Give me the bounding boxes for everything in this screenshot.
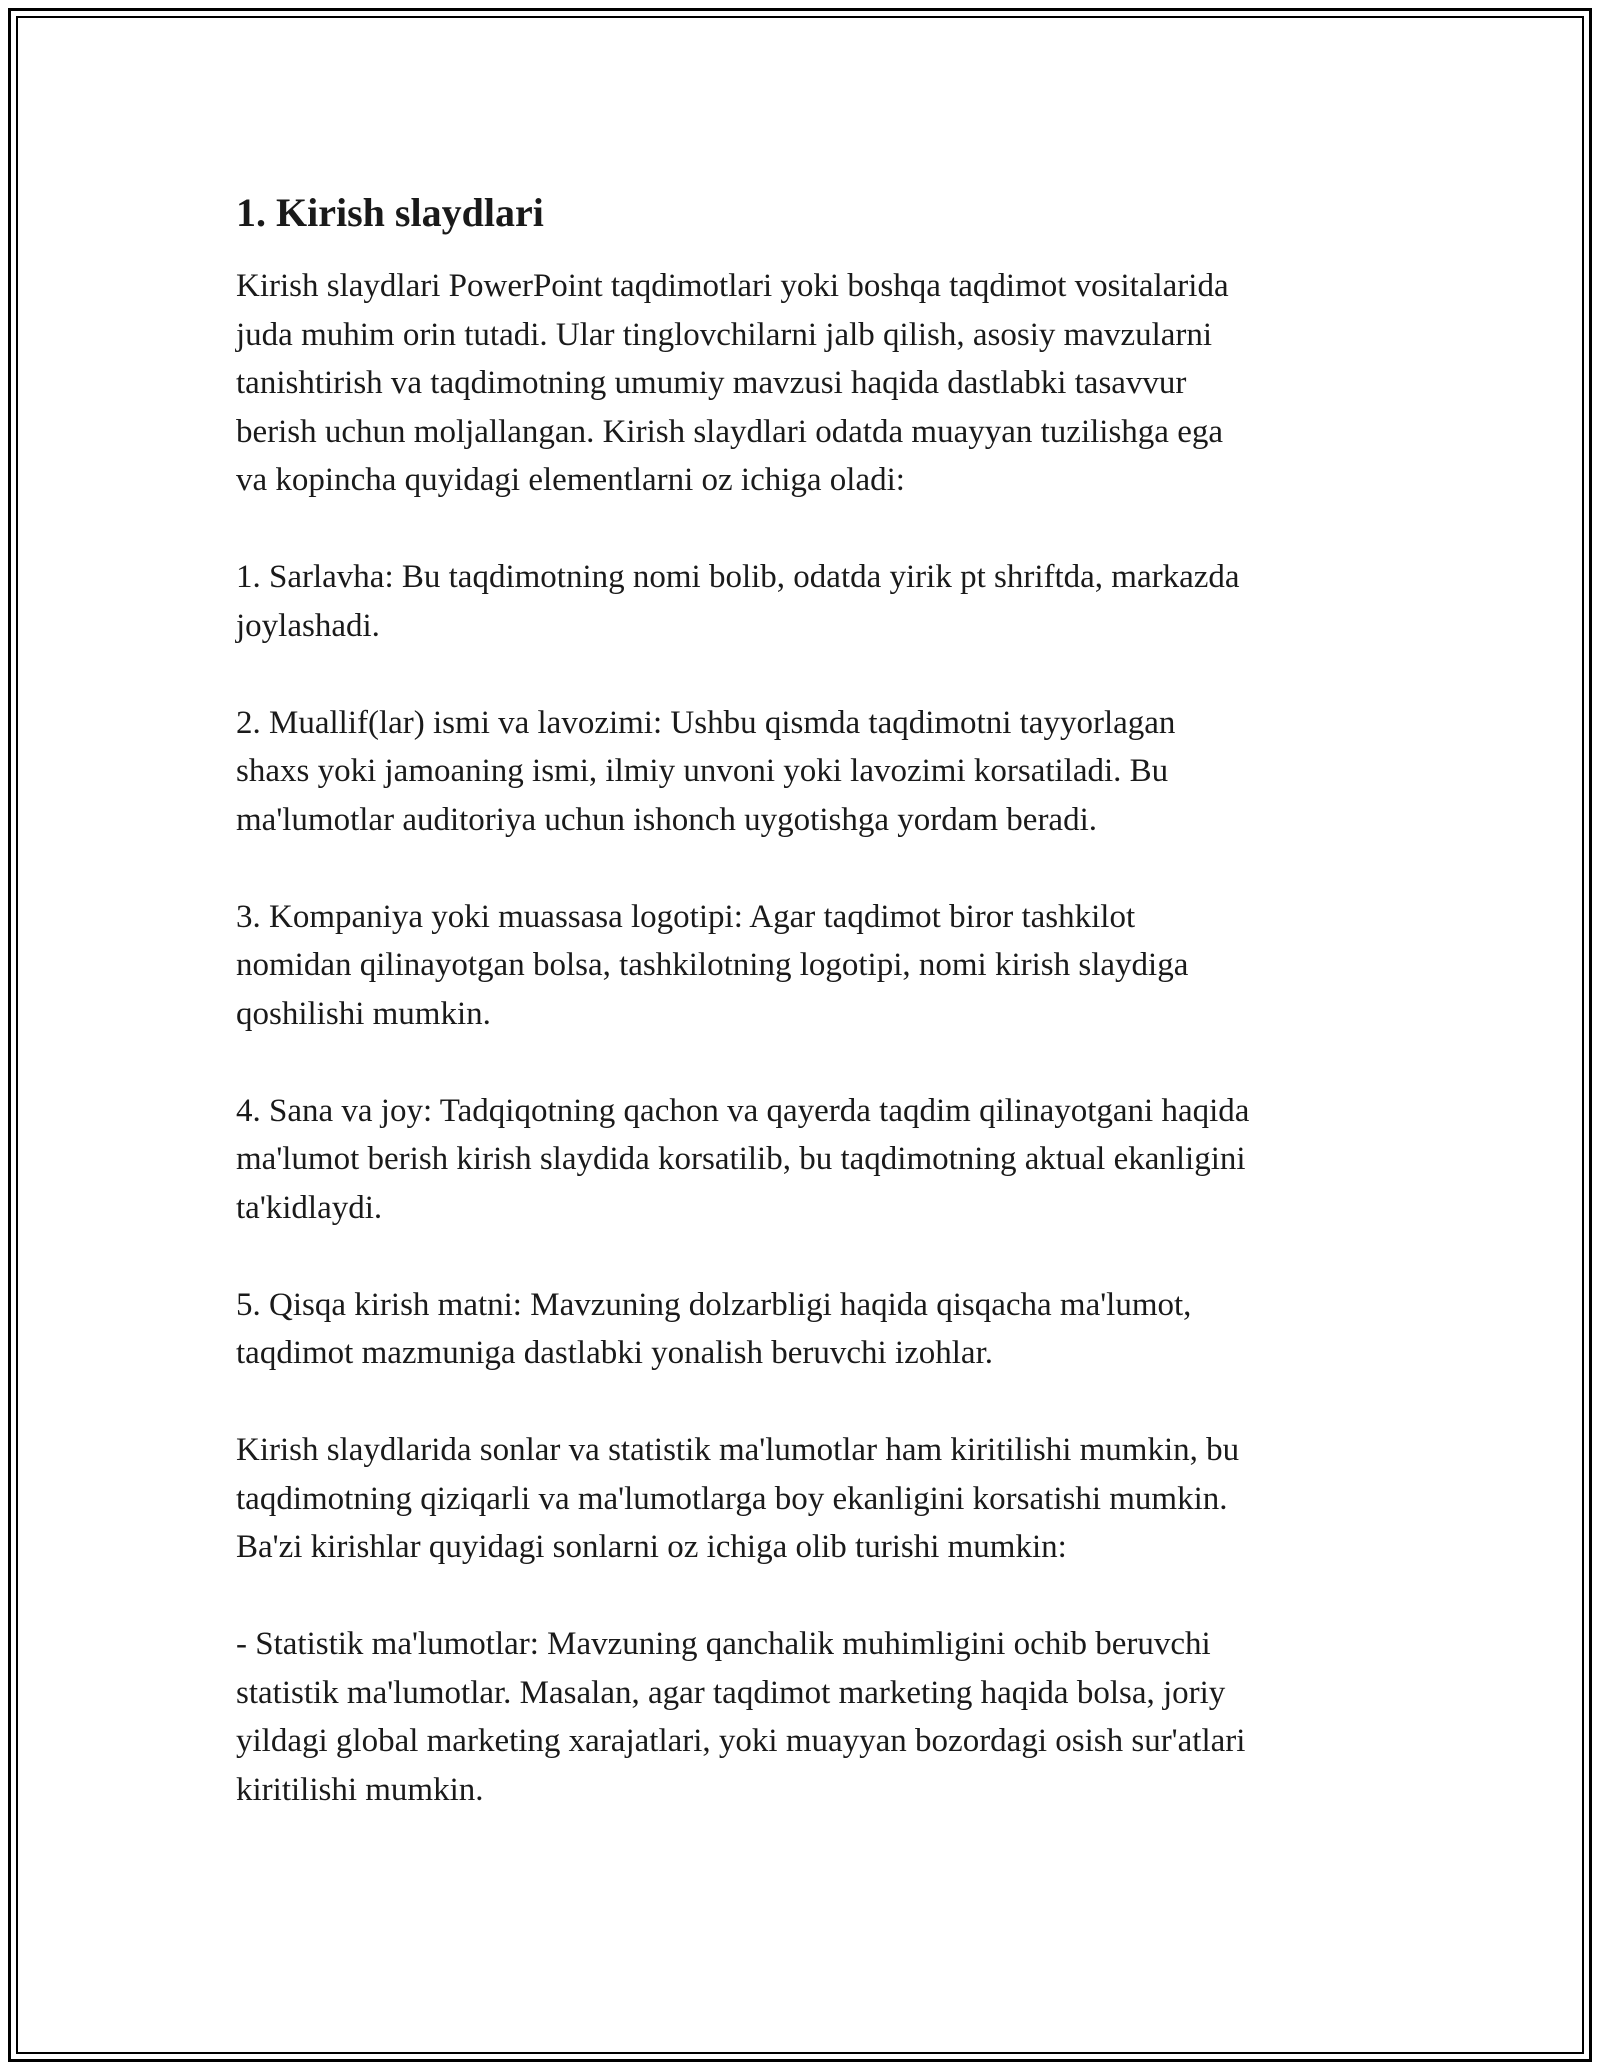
document-body [236,188,1376,1863]
list-item-short-intro: 5. Qisqa kirish matni: Mavzuning dolzarbligi haqida qisqacha ma'lumot, taqdimot mazmuniga dastlabki yonalish beruvchi izohlar. [236,1286,1192,1371]
statistics-bullet: - Statistik ma'lumotlar: Mavzuning qanchalik muhimligini ochib beruvchi statistik ma'lumotlar. Masalan, agar taqdimot marketing haqida bolsa, joriy yildagi global marketing xarajatlari, yoki muayyan bozordagi osish sur'atlari kiritilishi mumkin. [236,1626,1246,1808]
list-item-title: 1. Sarlavha: Bu taqdimotning nomi bolib, odatda yirik pt shriftda, markazda joylashadi. [236,559,1240,644]
list-item-author: 2. Muallif(lar) ismi va lavozimi: Ushbu qismda taqdimotni tayyorlagan shaxs yoki jamoaning ismi, ilmiy unvoni yoki lavozimi korsatiladi. Bu ma'lumotlar auditoriya uchun ishonch uygotishga yordam beradi. [236,704,1176,838]
statistics-paragraph: Kirish slaydlarida sonlar va statistik ma'lumotlar ham kiritilishi mumkin, bu taqdimotning qiziqarli va ma'lumotlarga boy ekanligini korsatishi mumkin. Ba'zi kirishlar quyidagi sonlarni oz ichiga olib turishi mumkin: [236,1432,1240,1565]
section-title: 1. Kirish slaydlari [236,190,544,235]
list-item-logo: 3. Kompaniya yoki muassasa logotipi: Agar taqdimot biror tashkilot nomidan qilinayotgan bolsa, tashkilotning logotipi, nomi kirish slaydiga qoshilishi mumkin. [236,898,1189,1032]
intro-paragraph: Kirish slaydlari PowerPoint taqdimotlari yoki boshqa taqdimot vositalarida juda muhim orin tutadi. Ular tinglovchilarni jalb qilish, asosiy mavzularni tanishtirish va taqdimotning umumiy mavzusi haqida dastlabki tasavvur berish uchun moljallangan. Kirish slaydlari odatda muayyan tuzilishga ega va kopincha quyidagi elementlarni oz ichiga oladi: [236,268,1229,498]
list-item-date-place: 4. Sana va joy: Tadqiqotning qachon va qayerda taqdim qilinayotgani haqida ma'lumot berish kirish slaydida korsatilib, bu taqdimotning aktual ekanligini ta'kidlaydi. [236,1092,1250,1226]
